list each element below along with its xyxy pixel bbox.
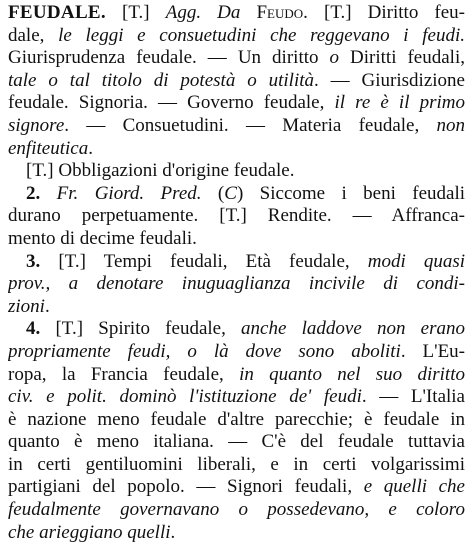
entry-line [8, 47, 465, 70]
entry-text: Diritti feudali, [339, 47, 465, 69]
entry-line [8, 138, 465, 161]
entry-line [8, 160, 465, 183]
entry-text: le leggi e consuetudini che reggevano i feudi. [58, 24, 465, 46]
entry-text: . — Consuetudini. — Materia feudale, [64, 114, 437, 136]
entry-text: . — L'Italia [361, 386, 465, 408]
entry-text: non [436, 114, 465, 136]
entry-text: 4. [26, 318, 56, 340]
entry-text: civ. e polit. dominò l'istituzione de' feudi [8, 386, 362, 408]
entry-text: mento di decime feudali. [8, 227, 197, 249]
entry-text: ) Siccome i beni feudali [236, 182, 465, 204]
headword: FEUDALE. [8, 2, 106, 23]
entry-text: Feudo [256, 2, 304, 23]
entry-line [8, 296, 465, 319]
entry-text: 3. [26, 250, 59, 272]
entry-line [8, 92, 465, 115]
entry-line [8, 228, 465, 251]
entry-text: Fr. Giord. Pred. [56, 182, 202, 204]
entry-text: signore [8, 114, 65, 136]
entry-text: è nazione meno feudale d'altre parecchie; è feudale in [8, 408, 465, 430]
entry-line [8, 183, 465, 206]
entry-text: in quanto nel suo diritto [239, 363, 465, 385]
entry-line [8, 318, 465, 341]
entry-line [8, 70, 465, 93]
entry-text: . — Giurisdizione [314, 69, 465, 91]
entry-text: feudalmente governavano o possedevano, e coloro [8, 499, 465, 521]
entry-line [8, 251, 465, 274]
entry-text: anche laddove non erano [241, 318, 465, 340]
entry-line [8, 273, 465, 296]
entry-line [8, 341, 465, 364]
entry-line [8, 454, 465, 477]
entry-text: . [T.] Diritto feu- [303, 2, 465, 23]
entry-line [8, 364, 465, 387]
entry-line [8, 431, 465, 454]
entry-line [8, 409, 465, 432]
entry-text: ropa, la Francia feudale, [8, 363, 240, 385]
entry-text: tale o tal titolo di potestà o utilità [8, 69, 315, 91]
entry-text: il re è il primo [334, 92, 465, 114]
entry-text: feudale. Signoria. — Governo feudale, [8, 92, 335, 114]
entry-text: . L'Eu- [400, 340, 465, 362]
entry-text: prov., a denotare inuguaglianza incivile di condi- [8, 273, 465, 295]
entry-text: enfiteutica [8, 137, 89, 159]
entry-text: dale, [8, 24, 59, 46]
entry-text: [T.] Obbligazioni d'origine feudale. [26, 160, 295, 182]
entry-text: che arieggiano quelli [8, 521, 171, 543]
entry-text: [T.] [105, 2, 166, 23]
entry-line [8, 386, 465, 409]
entry-line [8, 522, 465, 544]
entry-text: [T.] Tempi feudali, Età feudale, [58, 250, 368, 272]
entry-text: e quelli che [363, 476, 465, 498]
entry-text: [T.] Spirito feudale, [55, 318, 242, 340]
entry-text: propriamente feudi, o là dove sono aboliti [8, 340, 401, 362]
entry-text: modi quasi [367, 250, 465, 272]
entry-text: . [44, 295, 50, 317]
entry-text: in certi gentiluomini liberali, e in certi volgarissimi [8, 453, 465, 475]
entry-text: Giurisprudenza feudale. — Un diritto [8, 47, 330, 69]
entry-text: Agg. Da [165, 2, 257, 23]
entry-text: durano perpetuamente. [T.] Rendite. — Affranca- [8, 205, 465, 227]
entry-line [8, 205, 465, 228]
entry-text: . [170, 521, 176, 543]
entry-line [8, 25, 465, 48]
entry-text: 2. [26, 182, 57, 204]
entry-text: zioni [8, 295, 45, 317]
entry-text: . [88, 137, 93, 159]
entry-line [8, 476, 465, 499]
entry-text: quanto è meno italiana. — C'è del feudale tuttavia [8, 431, 465, 453]
entry-text: ( [201, 182, 225, 204]
entry-line [8, 499, 465, 522]
entry-text: o [329, 47, 340, 69]
entry-line [8, 2, 465, 25]
entry-text: C [224, 182, 237, 204]
entry-text: partigiani del popolo. — Signori feudali, [8, 476, 364, 498]
entry-line [8, 115, 465, 138]
